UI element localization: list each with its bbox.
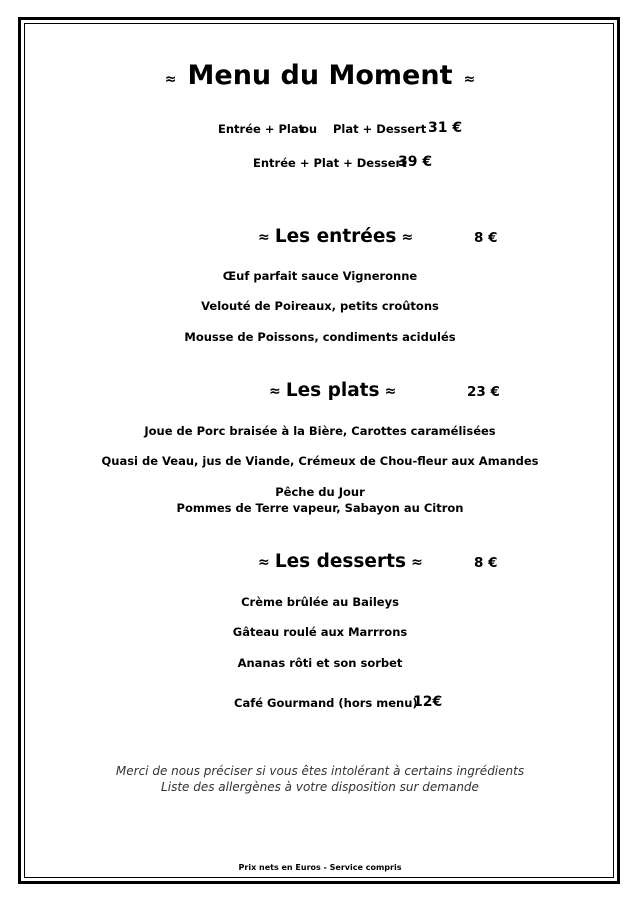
- section-plats-heading: [269, 380, 396, 401]
- section-price: 8 €: [474, 555, 498, 571]
- menu-item: Quasi de Veau, jus de Viande, Crémeux de Chou-fleur aux Amandes: [101, 454, 539, 468]
- menu-item: Pêche du Jour: [275, 485, 365, 499]
- formula-plat-dessert: Plat + Dessert: [333, 122, 427, 136]
- section-entrees-heading: [258, 226, 413, 247]
- menu-item: Œuf parfait sauce Vigneronne: [222, 269, 418, 283]
- section-price: 8 €: [474, 230, 498, 246]
- menu-item: Ananas rôti et son sorbet: [237, 656, 403, 670]
- menu-item: Crème brûlée au Baileys: [241, 595, 399, 609]
- tilde-ornament: ≈: [258, 554, 270, 571]
- tilde-ornament: ≈: [401, 229, 414, 246]
- inner-border: [24, 23, 614, 878]
- formula-price-31: 31 €: [428, 120, 463, 136]
- menu-item: Gâteau roulé aux Marrrons: [232, 625, 408, 639]
- tilde-ornament: ≈: [164, 71, 177, 88]
- tilde-ornament: ≈: [411, 554, 423, 571]
- section-title: Les entrées: [274, 226, 397, 247]
- allergy-note: Merci de nous préciser si vous êtes intolérant à certains ingrédients: [115, 764, 525, 778]
- tilde-ornament: ≈: [269, 383, 281, 400]
- section-desserts-heading: [258, 551, 423, 572]
- menu-title-line: [0, 60, 640, 91]
- formula-or: ou: [301, 122, 318, 136]
- formula-entree-plat: Entrée + Plat: [218, 122, 305, 136]
- tilde-ornament: ≈: [384, 383, 397, 400]
- formula-price-39: 39 €: [398, 154, 433, 170]
- section-price: 23 €: [467, 384, 500, 400]
- page-title: Menu du Moment: [187, 60, 453, 91]
- menu-item: Mousse de Poissons, condiments acidulés: [184, 330, 456, 344]
- section-title: Les desserts: [274, 551, 406, 572]
- menu-item: Joue de Porc braisée à la Bière, Carottes caramélisées: [144, 424, 496, 438]
- menu-item: Velouté de Poireaux, petits croûtons: [201, 299, 439, 313]
- allergy-note: Liste des allergènes à votre disposition sur demande: [161, 780, 479, 794]
- cafe-gourmand-label: Café Gourmand (hors menu): [234, 696, 418, 710]
- formula-full: Entrée + Plat + Dessert: [253, 156, 407, 170]
- footer-price-info: Prix nets en Euros - Service compris: [238, 863, 402, 872]
- section-title: Les plats: [285, 380, 380, 401]
- cafe-gourmand-price: 12€: [413, 694, 443, 710]
- tilde-ornament: ≈: [258, 229, 270, 246]
- menu-item: Pommes de Terre vapeur, Sabayon au Citron: [176, 501, 464, 515]
- tilde-ornament: ≈: [463, 71, 476, 88]
